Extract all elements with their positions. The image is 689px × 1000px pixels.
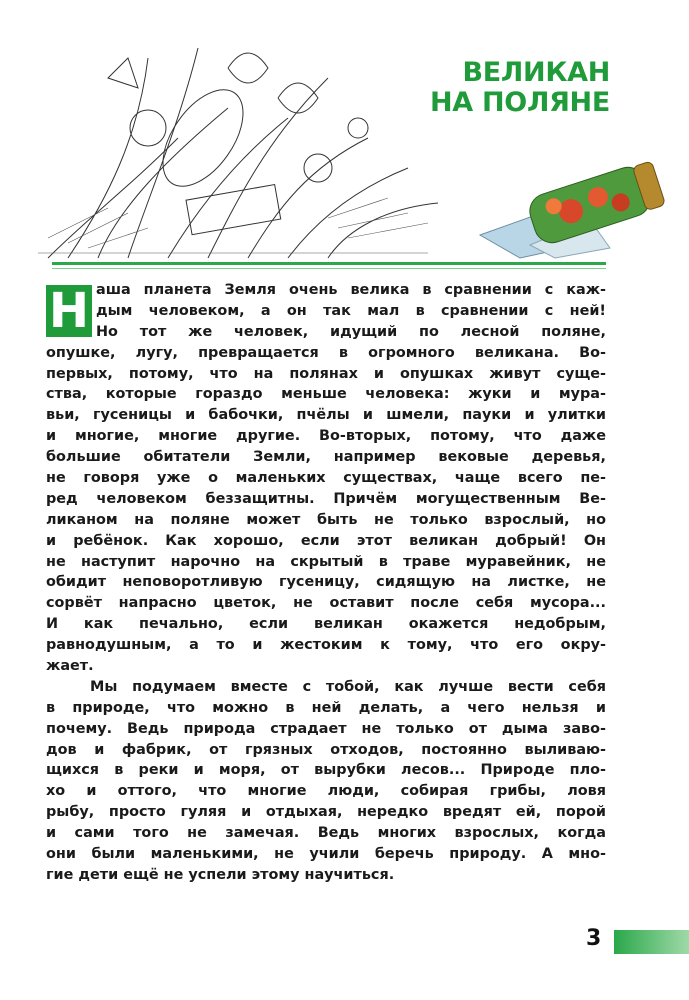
text-line: большие обитатели Земли, например вековые деревья, bbox=[46, 449, 606, 466]
text-line: почему. Ведь природа страдает не только от дыма заво- bbox=[46, 720, 606, 737]
text-line: Мы подумаем вместе с тобой, как лучше вести себя bbox=[90, 678, 606, 695]
text-line: первых, потому, что на полянах и опушках живут суще- bbox=[46, 365, 606, 382]
text-line: Но тот же человек, идущий по лесной поляне, bbox=[96, 323, 606, 340]
text-line: в природе, что можно в ней делать, а чего нельзя и bbox=[46, 699, 606, 716]
text-line: и сами того не замечая. Ведь многих взрослых, когда bbox=[46, 825, 606, 842]
page-number: 3 bbox=[586, 926, 602, 951]
title-divider-thin bbox=[52, 268, 606, 269]
text-line: рыбу, просто гуляя и отдыхая, нередко вредят ей, порой bbox=[46, 804, 606, 821]
page-number-bar bbox=[614, 930, 689, 954]
title-line-2: НА ПОЛЯНЕ bbox=[430, 87, 610, 118]
text-line: вьи, гусеницы и бабочки, пчёлы и шмели, пауки и улитки bbox=[46, 407, 606, 424]
text-line: обидит неповоротливую гусеницу, сидящую на листке, не bbox=[46, 574, 606, 591]
text-line: И как печально, если великан окажется недобрым, bbox=[46, 616, 606, 633]
text-line: аша планета Земля очень велика в сравнении с каж- bbox=[96, 282, 606, 298]
text-line: ства, которые гораздо меньше человека: жуки и мура- bbox=[46, 386, 606, 403]
text-line: не наступит нарочно на скрытый в траве муравейник, не bbox=[46, 553, 606, 570]
text-line: и ребёнок. Как хорошо, если этот великан добрый! Он bbox=[46, 532, 606, 549]
title-divider bbox=[52, 262, 606, 265]
text-line: дым человеком, а он так мал в сравнении с ней! bbox=[96, 302, 606, 319]
plants-illustration bbox=[28, 18, 448, 263]
text-line: хо и оттого, что многие люди, собирая грибы, ловя bbox=[46, 783, 606, 800]
text-line: ликаном на поляне может быть не только взрослый, но bbox=[46, 511, 606, 528]
text-line: сорвёт напрасно цветок, не оставит после себя мусора... bbox=[46, 595, 606, 612]
drop-cap: Н bbox=[46, 285, 92, 337]
text-line: щихся в реки и моря, от вырубки лесов... Природе пло- bbox=[46, 762, 606, 779]
glass-jar-illustration bbox=[460, 150, 675, 260]
text-line: дов и фабрик, от грязных отходов, постоянно выливаю- bbox=[46, 741, 606, 758]
text-line: они были маленькими, не учили беречь природу. А мно- bbox=[46, 846, 606, 863]
title-line-1: ВЕЛИКАН bbox=[462, 57, 610, 88]
text-line: и многие, многие другие. Во-вторых, потому, что даже bbox=[46, 428, 606, 445]
text-line: опушке, лугу, превращается в огромного великана. Во- bbox=[46, 344, 606, 361]
text-line: равнодушным, а то и жестоким к тому, что его окру- bbox=[46, 637, 606, 654]
page-title bbox=[430, 58, 610, 118]
text-line: гие дети ещё не успели этому научиться. bbox=[46, 866, 395, 883]
text-line: ред человеком беззащитны. Причём могущественным Ве- bbox=[46, 490, 606, 507]
text-line: жает. bbox=[46, 658, 94, 675]
text-line: не говоря уже о маленьких существах, чаще всего пе- bbox=[46, 470, 606, 487]
body-text bbox=[46, 280, 606, 886]
